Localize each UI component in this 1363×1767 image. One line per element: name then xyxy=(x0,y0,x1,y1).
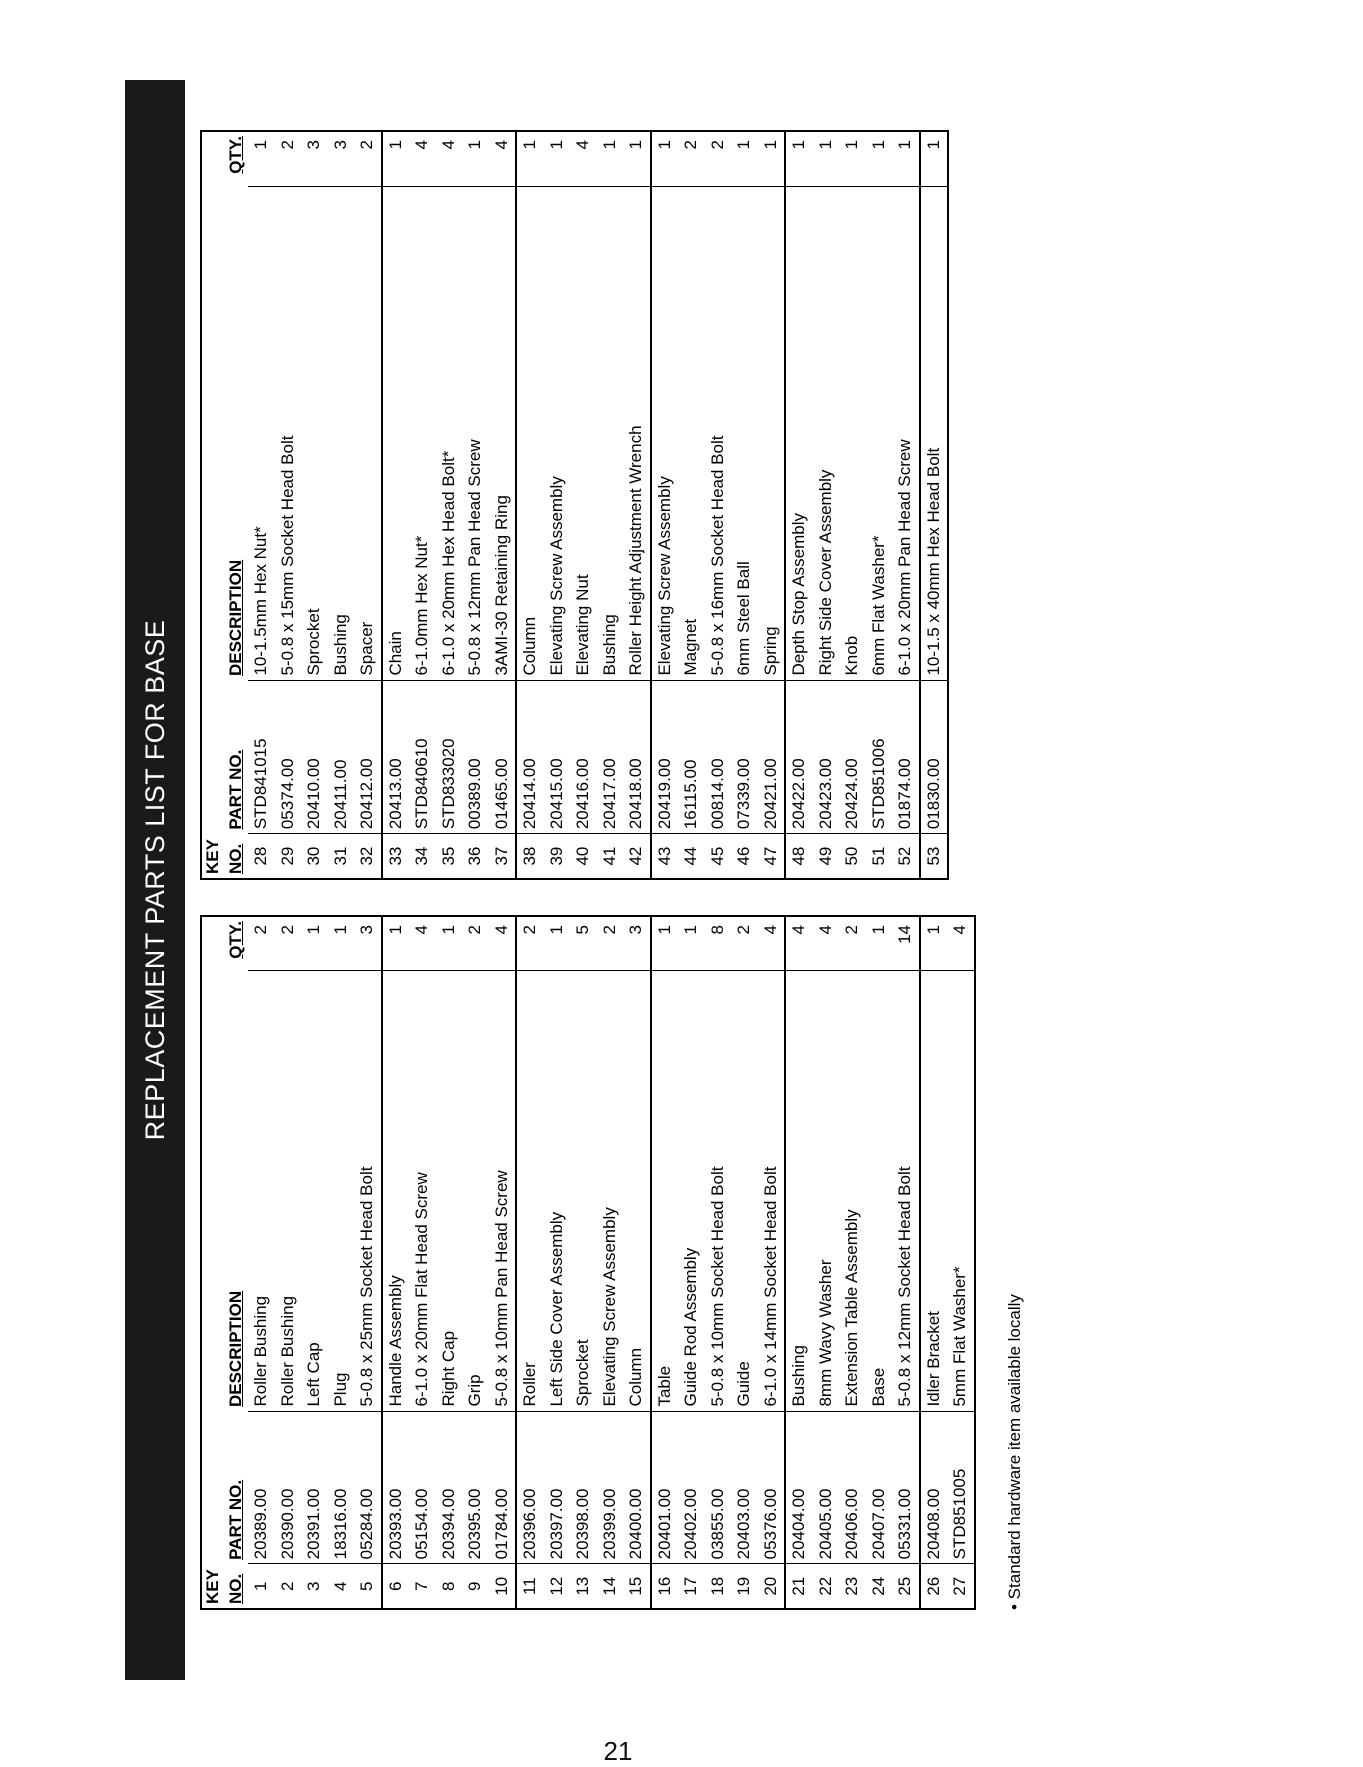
qty-cell: 3 xyxy=(354,916,382,971)
part-no-cell: 20408.00 xyxy=(920,1411,948,1564)
table-row xyxy=(462,131,489,879)
key-no-cell: 15 xyxy=(623,1564,651,1609)
qty-cell: 2 xyxy=(842,925,861,935)
table-row xyxy=(382,916,410,1609)
footnote: • Standard hardware item available locally xyxy=(1005,1294,1024,1610)
key-no-cell: 8 xyxy=(436,1564,463,1609)
key-no-cell: 16 xyxy=(651,1564,679,1609)
table-row xyxy=(516,131,544,879)
qty-cell: 2 xyxy=(734,925,753,935)
qty-cell: 4 xyxy=(758,916,786,971)
description-cell: Handle Assembly xyxy=(382,971,410,1411)
table-row xyxy=(328,131,355,879)
qty-cell: 1 xyxy=(546,140,566,150)
description-cell: Right Cap xyxy=(436,971,463,1411)
description-cell: 6-1.0 x 20mm Pan Head Screw xyxy=(892,186,920,680)
part-no-cell: 20406.00 xyxy=(839,1411,866,1564)
table-row xyxy=(328,916,355,1609)
key-no-cell: 52 xyxy=(892,834,920,879)
part-no-cell: 20423.00 xyxy=(813,680,840,834)
key-no-cell: 28 xyxy=(248,834,275,879)
table-row xyxy=(705,916,732,1609)
key-no-cell: 53 xyxy=(920,834,949,879)
key-no-cell: 49 xyxy=(813,834,840,879)
description-cell: Sprocket xyxy=(570,971,597,1411)
part-no-cell: 20407.00 xyxy=(866,1411,893,1564)
table-row xyxy=(275,916,302,1609)
description-cell: Bushing xyxy=(597,186,624,680)
part-no-cell: 20391.00 xyxy=(301,1411,328,1564)
qty-cell: 2 xyxy=(520,925,539,935)
qty-cell: 1 xyxy=(385,925,405,935)
description-cell: Left Cap xyxy=(301,971,328,1411)
description-cell: Magnet xyxy=(678,186,705,680)
part-no-cell: 20405.00 xyxy=(813,1411,840,1564)
page-number: 21 xyxy=(603,1736,633,1766)
table-row xyxy=(758,131,786,879)
description-cell: Base xyxy=(866,971,893,1411)
table-row xyxy=(678,916,705,1609)
part-no-cell: 20389.00 xyxy=(248,1411,275,1564)
description-cell: Grip xyxy=(462,971,489,1411)
key-no-cell: 50 xyxy=(839,834,866,879)
key-no-cell: 32 xyxy=(354,834,382,879)
key-no-cell: 10 xyxy=(489,1564,517,1609)
table-row xyxy=(409,916,436,1609)
description-cell: Depth Stop Assembly xyxy=(785,186,813,680)
table-row xyxy=(597,916,624,1609)
key-no-cell: 34 xyxy=(409,834,436,879)
description-cell: 8mm Wavy Washer xyxy=(813,971,840,1411)
key-no-cell: 7 xyxy=(409,1564,436,1609)
table-row xyxy=(409,131,436,879)
part-no-cell: STD841015 xyxy=(248,680,275,834)
table-row xyxy=(354,131,382,879)
part-no-cell: 20396.00 xyxy=(516,1411,544,1564)
key-no-cell: 20 xyxy=(758,1564,786,1609)
description-cell: Spacer xyxy=(354,186,382,680)
table-row xyxy=(651,916,679,1609)
description-cell: 5-0.8 x 25mm Socket Head Bolt xyxy=(354,971,382,1411)
qty-cell: 1 xyxy=(734,140,753,150)
part-no-cell: 05331.00 xyxy=(892,1411,920,1564)
table-row xyxy=(436,916,463,1609)
qty-cell: 2 xyxy=(681,140,700,150)
table-row xyxy=(570,916,597,1609)
key-no-cell: 36 xyxy=(462,834,489,879)
description-cell: 10-1.5mm Hex Nut* xyxy=(248,186,275,680)
key-no-cell: 26 xyxy=(920,1564,948,1609)
key-no-cell: 31 xyxy=(328,834,355,879)
qty-cell: 8 xyxy=(707,925,727,935)
qty-cell: 1 xyxy=(654,925,674,935)
part-no-header: PART NO. xyxy=(226,1479,245,1560)
description-cell: Idler Bracket xyxy=(920,971,948,1411)
key-no-cell: 45 xyxy=(705,834,732,879)
part-no-cell: 20414.00 xyxy=(516,680,544,834)
part-no-cell: STD833020 xyxy=(436,680,463,834)
qty-cell: 1 xyxy=(251,140,270,150)
description-cell: Guide Rod Assembly xyxy=(678,971,705,1411)
table-row xyxy=(947,916,975,1609)
key-no-cell: 25 xyxy=(892,1564,920,1609)
description-cell: Roller Height Adjustment Wrench xyxy=(623,186,651,680)
part-no-cell: 20394.00 xyxy=(436,1411,463,1564)
key-no-cell: 48 xyxy=(785,834,813,879)
description-cell: Knob xyxy=(839,186,866,680)
description-cell: 5-0.8 x 10mm Socket Head Bolt xyxy=(705,971,732,1411)
table-row xyxy=(301,916,328,1609)
description-header: DESCRIPTION xyxy=(226,559,245,677)
no-header: NO. xyxy=(226,843,245,874)
part-no-cell: 03855.00 xyxy=(705,1411,732,1564)
part-no-cell: 20390.00 xyxy=(275,1411,302,1564)
part-no-cell: 20415.00 xyxy=(544,680,571,834)
qty-cell: 3 xyxy=(623,916,651,971)
description-cell: Sprocket xyxy=(301,186,328,680)
key-no-cell: 44 xyxy=(678,834,705,879)
part-no-cell: 20422.00 xyxy=(785,680,813,834)
qty-cell: 2 xyxy=(354,131,382,186)
description-cell: 3AMI-30 Retaining Ring xyxy=(489,186,517,680)
table-row xyxy=(436,131,463,879)
key-no-cell: 6 xyxy=(382,1564,410,1609)
table-row xyxy=(920,916,948,1609)
table-row xyxy=(866,131,893,879)
part-no-cell: 20395.00 xyxy=(462,1411,489,1564)
table-row xyxy=(489,916,517,1609)
description-cell: Elevating Nut xyxy=(570,186,597,680)
key-no-cell: 2 xyxy=(275,1564,302,1609)
key-no-cell: 1 xyxy=(248,1564,275,1609)
description-cell: Spring xyxy=(758,186,786,680)
key-no-cell: 22 xyxy=(813,1564,840,1609)
part-no-cell: 20419.00 xyxy=(651,680,679,834)
part-no-cell: 20418.00 xyxy=(623,680,651,834)
part-no-cell: STD840610 xyxy=(409,680,436,834)
description-cell: Column xyxy=(623,971,651,1411)
qty-cell: 1 xyxy=(304,925,323,935)
parts-table-left xyxy=(200,915,976,1610)
description-cell: 6mm Steel Ball xyxy=(731,186,758,680)
key-no-cell: 38 xyxy=(516,834,544,879)
key-no-cell: 3 xyxy=(301,1564,328,1609)
key-no-cell: 14 xyxy=(597,1564,624,1609)
table-row xyxy=(813,131,840,879)
qty-cell: 3 xyxy=(330,140,350,150)
part-no-header: PART NO. xyxy=(226,749,245,830)
part-no-cell: 20411.00 xyxy=(328,680,355,834)
key-no-cell: 29 xyxy=(275,834,302,879)
qty-cell: 1 xyxy=(623,131,651,186)
description-header: DESCRIPTION xyxy=(226,1290,245,1408)
key-no-cell: 19 xyxy=(731,1564,758,1609)
table-row xyxy=(758,916,786,1609)
description-cell: 6-1.0 x 20mm Flat Head Screw xyxy=(409,971,436,1411)
table-row xyxy=(920,131,949,879)
part-no-cell: 05154.00 xyxy=(409,1411,436,1564)
key-no-cell: 13 xyxy=(570,1564,597,1609)
description-cell: Roller Bushing xyxy=(275,971,302,1411)
qty-cell: 3 xyxy=(304,140,323,150)
part-no-cell: 20413.00 xyxy=(382,680,410,834)
part-no-cell: 20424.00 xyxy=(839,680,866,834)
part-no-cell: STD851005 xyxy=(947,1411,975,1564)
table-row xyxy=(866,916,893,1609)
key-no-cell: 11 xyxy=(516,1564,544,1609)
qty-cell: 4 xyxy=(815,925,835,935)
key-no-cell: 33 xyxy=(382,834,410,879)
qty-cell: 1 xyxy=(465,140,484,150)
table-row xyxy=(301,131,328,879)
qty-cell: 4 xyxy=(489,131,517,186)
part-no-cell: 20403.00 xyxy=(731,1411,758,1564)
key-no-cell: 30 xyxy=(301,834,328,879)
description-cell: Bushing xyxy=(328,186,355,680)
key-no-cell: 46 xyxy=(731,834,758,879)
key-no-cell: 42 xyxy=(623,834,651,879)
table-row xyxy=(544,916,571,1609)
key-no-cell: 47 xyxy=(758,834,786,879)
qty-cell: 2 xyxy=(599,925,619,935)
qty-cell: 1 xyxy=(520,140,539,150)
key-no-cell: 51 xyxy=(866,834,893,879)
key-no-cell: 37 xyxy=(489,834,517,879)
qty-cell: 2 xyxy=(707,140,727,150)
description-cell: Column xyxy=(516,186,544,680)
table-row xyxy=(651,131,679,879)
qty-header: QTY. xyxy=(226,136,245,174)
table-row xyxy=(516,916,544,1609)
description-cell: Left Side Cover Assembly xyxy=(544,971,571,1411)
part-no-cell: 20417.00 xyxy=(597,680,624,834)
qty-cell: 14 xyxy=(892,916,920,971)
table-row xyxy=(354,916,382,1609)
qty-cell: 1 xyxy=(681,925,700,935)
qty-cell: 1 xyxy=(438,925,458,935)
part-no-cell: 01784.00 xyxy=(489,1411,517,1564)
qty-cell: 2 xyxy=(277,925,297,935)
part-no-cell: 01465.00 xyxy=(489,680,517,834)
description-cell: Roller Bushing xyxy=(248,971,275,1411)
key-no-cell: 21 xyxy=(785,1564,813,1609)
qty-cell: 1 xyxy=(789,140,808,150)
part-no-cell: STD851006 xyxy=(866,680,893,834)
key-no-cell: 17 xyxy=(678,1564,705,1609)
qty-cell: 4 xyxy=(489,916,517,971)
table-row xyxy=(382,131,410,879)
qty-cell: 4 xyxy=(412,925,431,935)
description-cell: Elevating Screw Assembly xyxy=(651,186,679,680)
key-no-cell: 35 xyxy=(436,834,463,879)
qty-cell: 1 xyxy=(654,140,674,150)
description-cell: Table xyxy=(651,971,679,1411)
qty-cell: 4 xyxy=(573,140,592,150)
key-no-cell: 23 xyxy=(839,1564,866,1609)
parts-table-right xyxy=(200,130,949,880)
qty-cell: 2 xyxy=(251,925,270,935)
table-row xyxy=(489,131,517,879)
description-cell: 5-0.8 x 10mm Pan Head Screw xyxy=(489,971,517,1411)
qty-cell: 1 xyxy=(923,140,943,150)
qty-cell: 1 xyxy=(330,925,350,935)
table-row xyxy=(623,131,651,879)
table-row xyxy=(678,131,705,879)
key-no-cell: 5 xyxy=(354,1564,382,1609)
key-no-cell: 41 xyxy=(597,834,624,879)
part-no-cell: 20400.00 xyxy=(623,1411,651,1564)
key-no-cell: 27 xyxy=(947,1564,975,1609)
key-no-cell: 39 xyxy=(544,834,571,879)
part-no-cell: 01830.00 xyxy=(920,680,949,834)
part-no-cell: 20412.00 xyxy=(354,680,382,834)
description-cell: 5-0.8 x 15mm Socket Head Bolt xyxy=(275,186,302,680)
table-row xyxy=(275,131,302,879)
key-no-cell: 12 xyxy=(544,1564,571,1609)
part-no-cell: 00814.00 xyxy=(705,680,732,834)
part-no-cell: 05374.00 xyxy=(275,680,302,834)
key-header: KEY xyxy=(203,839,222,874)
table-row xyxy=(544,131,571,879)
description-cell: Plug xyxy=(328,971,355,1411)
table-row xyxy=(248,916,275,1609)
description-cell: Extension Table Assembly xyxy=(839,971,866,1411)
key-no-cell: 40 xyxy=(570,834,597,879)
part-no-cell: 20416.00 xyxy=(570,680,597,834)
qty-cell: 1 xyxy=(842,140,861,150)
qty-cell: 1 xyxy=(815,140,835,150)
description-cell: 5-0.8 x 16mm Socket Head Bolt xyxy=(705,186,732,680)
part-no-cell: 07339.00 xyxy=(731,680,758,834)
no-header: NO. xyxy=(226,1573,245,1604)
part-no-cell: 20399.00 xyxy=(597,1411,624,1564)
table-row xyxy=(785,916,813,1609)
part-no-cell: 20404.00 xyxy=(785,1411,813,1564)
key-no-cell: 43 xyxy=(651,834,679,879)
qty-header: QTY. xyxy=(226,921,245,959)
rotated-page xyxy=(125,80,1075,1680)
table-row xyxy=(623,916,651,1609)
table-row xyxy=(731,131,758,879)
table-row xyxy=(892,916,920,1609)
description-cell: 6mm Flat Washer* xyxy=(866,186,893,680)
qty-cell: 4 xyxy=(412,140,431,150)
description-cell: 6-1.0 x 20mm Hex Head Bolt* xyxy=(436,186,463,680)
qty-cell: 2 xyxy=(277,140,297,150)
description-cell: Chain xyxy=(382,186,410,680)
part-no-cell: 20397.00 xyxy=(544,1411,571,1564)
description-cell: 6-1.0 x 14mm Socket Head Bolt xyxy=(758,971,786,1411)
part-no-cell: 01874.00 xyxy=(892,680,920,834)
table-row xyxy=(570,131,597,879)
page-title: REPLACEMENT PARTS LIST FOR BASE xyxy=(125,80,185,1680)
table-row xyxy=(731,916,758,1609)
key-no-cell: 24 xyxy=(866,1564,893,1609)
key-header: KEY xyxy=(203,1569,222,1604)
table-row xyxy=(597,131,624,879)
qty-cell: 2 xyxy=(465,925,484,935)
part-no-cell: 05284.00 xyxy=(354,1411,382,1564)
qty-cell: 1 xyxy=(868,925,888,935)
description-cell: Guide xyxy=(731,971,758,1411)
description-cell: Right Side Cover Assembly xyxy=(813,186,840,680)
part-no-cell: 05376.00 xyxy=(758,1411,786,1564)
description-cell: 10-1.5 x 40mm Hex Head Bolt xyxy=(920,186,949,680)
table-row xyxy=(462,916,489,1609)
description-cell: 5-0.8 x 12mm Pan Head Screw xyxy=(462,186,489,680)
table-row xyxy=(839,131,866,879)
qty-cell: 1 xyxy=(385,140,405,150)
key-no-cell: 4 xyxy=(328,1564,355,1609)
part-no-cell: 00389.00 xyxy=(462,680,489,834)
qty-cell: 1 xyxy=(599,140,619,150)
table-row xyxy=(839,916,866,1609)
description-cell: 6-1.0mm Hex Nut* xyxy=(409,186,436,680)
description-cell: Roller xyxy=(516,971,544,1411)
table-row xyxy=(785,131,813,879)
part-no-cell: 20398.00 xyxy=(570,1411,597,1564)
part-no-cell: 20402.00 xyxy=(678,1411,705,1564)
part-no-cell: 18316.00 xyxy=(328,1411,355,1564)
qty-cell: 1 xyxy=(868,140,888,150)
description-cell: Elevating Screw Assembly xyxy=(544,186,571,680)
qty-cell: 1 xyxy=(923,925,943,935)
key-no-cell: 18 xyxy=(705,1564,732,1609)
qty-cell: 4 xyxy=(789,925,808,935)
qty-cell: 1 xyxy=(758,131,786,186)
qty-cell: 4 xyxy=(438,140,458,150)
description-cell: Bushing xyxy=(785,971,813,1411)
qty-cell: 1 xyxy=(892,131,920,186)
qty-cell: 1 xyxy=(546,925,566,935)
key-no-cell: 9 xyxy=(462,1564,489,1609)
part-no-cell: 20401.00 xyxy=(651,1411,679,1564)
table-row xyxy=(248,131,275,879)
qty-cell: 4 xyxy=(950,925,969,935)
description-cell: Elevating Screw Assembly xyxy=(597,971,624,1411)
part-no-cell: 16115.00 xyxy=(678,680,705,834)
qty-cell: 5 xyxy=(573,925,592,935)
table-row xyxy=(705,131,732,879)
description-cell: 5mm Flat Washer* xyxy=(947,971,975,1411)
table-row xyxy=(813,916,840,1609)
table-row xyxy=(892,131,920,879)
part-no-cell: 20421.00 xyxy=(758,680,786,834)
part-no-cell: 20393.00 xyxy=(382,1411,410,1564)
part-no-cell: 20410.00 xyxy=(301,680,328,834)
description-cell: 5-0.8 x 12mm Socket Head Bolt xyxy=(892,971,920,1411)
